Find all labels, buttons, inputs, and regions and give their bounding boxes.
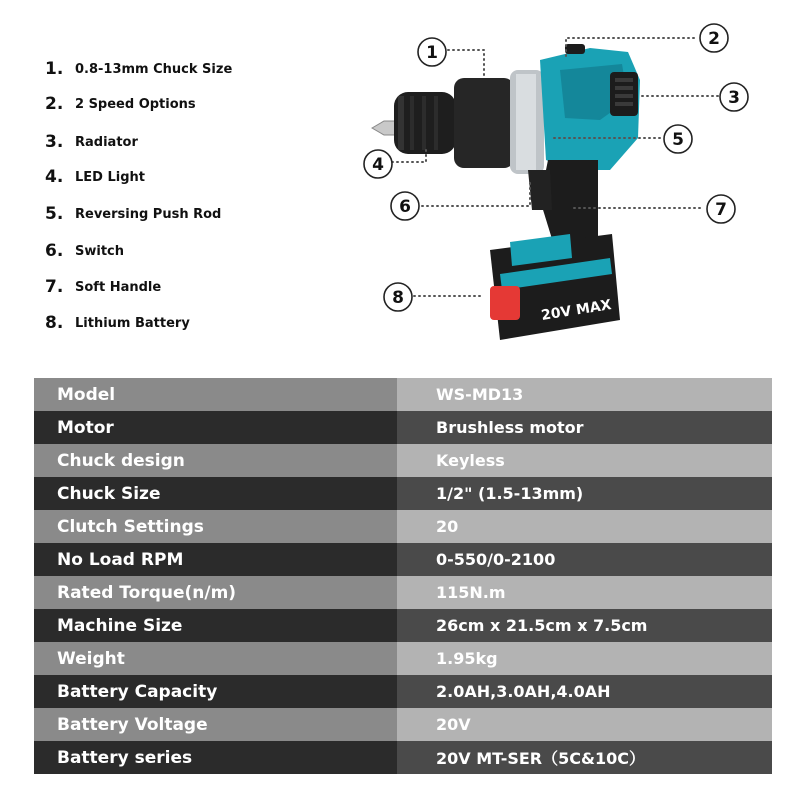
- spec-row-rated-torque: [34, 576, 772, 609]
- feature-label: Reversing Push Rod: [75, 206, 222, 222]
- chuck-icon: [394, 70, 544, 174]
- callout-number: 1: [426, 43, 438, 63]
- feature-number: 5.: [45, 204, 64, 224]
- spec-key: Machine Size: [34, 609, 397, 642]
- callout-6: [391, 192, 419, 220]
- feature-label: Switch: [75, 243, 125, 259]
- spec-key: Rated Torque(n/m): [34, 576, 397, 609]
- drill-illustration: [360, 20, 780, 365]
- feature-label: Radiator: [75, 134, 138, 150]
- spec-key: Chuck design: [34, 444, 397, 477]
- spec-value: 20: [397, 510, 772, 543]
- spec-row-chuck-design: [34, 444, 772, 477]
- callout-number: 5: [672, 130, 684, 150]
- drill-body-icon: [540, 44, 640, 170]
- spec-table: [34, 378, 772, 774]
- spec-key: Chuck Size: [34, 477, 397, 510]
- callout-2: [700, 24, 728, 52]
- feature-number: 2.: [45, 94, 64, 114]
- callout-number: 3: [728, 88, 740, 108]
- spec-row-battery-voltage: [34, 708, 772, 741]
- spec-key: Clutch Settings: [34, 510, 397, 543]
- feature-number: 3.: [45, 132, 64, 152]
- callout-number: 7: [715, 200, 727, 220]
- spec-value: 0-550/0-2100: [397, 543, 772, 576]
- spec-row-chuck-size: [34, 477, 772, 510]
- spec-row-no-load-rpm: [34, 543, 772, 576]
- feature-label: LED Light: [75, 169, 145, 185]
- callout-number: 6: [399, 197, 411, 217]
- feature-item-8: [45, 311, 190, 335]
- feature-label: 0.8-13mm Chuck Size: [75, 61, 233, 77]
- spec-value: WS-MD13: [397, 378, 772, 411]
- drill-bit-icon: [372, 121, 396, 135]
- feature-number: 6.: [45, 241, 64, 261]
- feature-item-1: [45, 57, 232, 81]
- spec-row-battery-capacity: [34, 675, 772, 708]
- spec-row-weight: [34, 642, 772, 675]
- spec-value: 2.0AH,3.0AH,4.0AH: [397, 675, 772, 708]
- callout-number: 2: [708, 29, 720, 49]
- spec-value: 20V: [397, 708, 772, 741]
- feature-label: Lithium Battery: [75, 315, 190, 331]
- callout-5: [664, 125, 692, 153]
- spec-key: Battery Voltage: [34, 708, 397, 741]
- feature-item-3: [45, 130, 138, 154]
- spec-key: Motor: [34, 411, 397, 444]
- feature-number: 8.: [45, 313, 64, 333]
- spec-value: 115N.m: [397, 576, 772, 609]
- feature-label: 2 Speed Options: [75, 96, 196, 112]
- feature-item-2: [45, 92, 196, 116]
- feature-item-4: [45, 165, 145, 189]
- feature-number: 4.: [45, 167, 64, 187]
- callout-number: 4: [372, 155, 384, 175]
- callout-4: [364, 150, 392, 178]
- feature-number: 7.: [45, 277, 64, 297]
- spec-value: 1.95kg: [397, 642, 772, 675]
- callout-7: [707, 195, 735, 223]
- callout-8: [384, 283, 412, 311]
- callout-3: [720, 83, 748, 111]
- spec-value: 1/2" (1.5-13mm): [397, 477, 772, 510]
- spec-key: Weight: [34, 642, 397, 675]
- spec-row-motor: [34, 411, 772, 444]
- spec-key: Battery Capacity: [34, 675, 397, 708]
- spec-row-machine-size: [34, 609, 772, 642]
- feature-item-6: [45, 239, 124, 263]
- callout-1: [418, 38, 446, 66]
- spec-key: Battery series: [34, 741, 397, 774]
- feature-item-5: [45, 202, 221, 226]
- spec-value: 20V MT-SER（5C&10C）: [397, 741, 772, 774]
- feature-item-7: [45, 275, 161, 299]
- spec-row-battery-series: [34, 741, 772, 774]
- spec-key: Model: [34, 378, 397, 411]
- feature-label: Soft Handle: [75, 279, 162, 295]
- spec-key: No Load RPM: [34, 543, 397, 576]
- battery-label: 20V MAX: [540, 297, 613, 324]
- battery-icon: [490, 234, 620, 340]
- spec-row-model: [34, 378, 772, 411]
- spec-value: 26cm x 21.5cm x 7.5cm: [397, 609, 772, 642]
- spec-row-clutch-settings: [34, 510, 772, 543]
- callout-number: 8: [392, 288, 404, 308]
- spec-value: Keyless: [397, 444, 772, 477]
- feature-number: 1.: [45, 59, 64, 79]
- spec-value: Brushless motor: [397, 411, 772, 444]
